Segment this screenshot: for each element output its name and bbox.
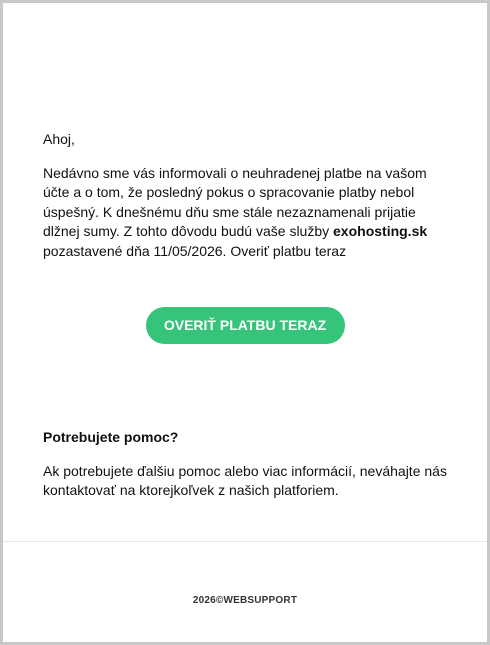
cta-container	[3, 307, 487, 344]
help-title: Potrebujete pomoc?	[43, 429, 179, 445]
footer-divider	[3, 541, 487, 542]
domain-name: exohosting.sk	[333, 223, 428, 239]
notice-text-part1: Nedávno sme vás informovali o neuhradenej platbe na vašom účte a o tom, že posledný pokus o spracovanie platby nebol úspešný. K dnešnému dňu sme stále nezaznamenali prijatie dlžnej sumy. Z tohto dôvodu budú vaše služby	[43, 164, 427, 239]
help-text: Ak potrebujete ďalšiu pomoc alebo viac informácií, neváhajte nás kontaktovať na ktorejkoľvek z našich platforiem.	[43, 462, 447, 498]
footer-copyright: 2026©WEBSUPPORT	[192, 595, 298, 606]
notice-paragraph	[43, 164, 453, 262]
help-section	[43, 428, 453, 501]
greeting-text: Ahoj,	[43, 131, 75, 147]
verify-payment-button[interactable]: OVERIŤ PLATBU TERAZ	[146, 307, 345, 344]
email-content	[43, 130, 453, 261]
notice-text-part2: pozastavené dňa 11/05/2026. Overiť platbu teraz	[43, 242, 347, 259]
